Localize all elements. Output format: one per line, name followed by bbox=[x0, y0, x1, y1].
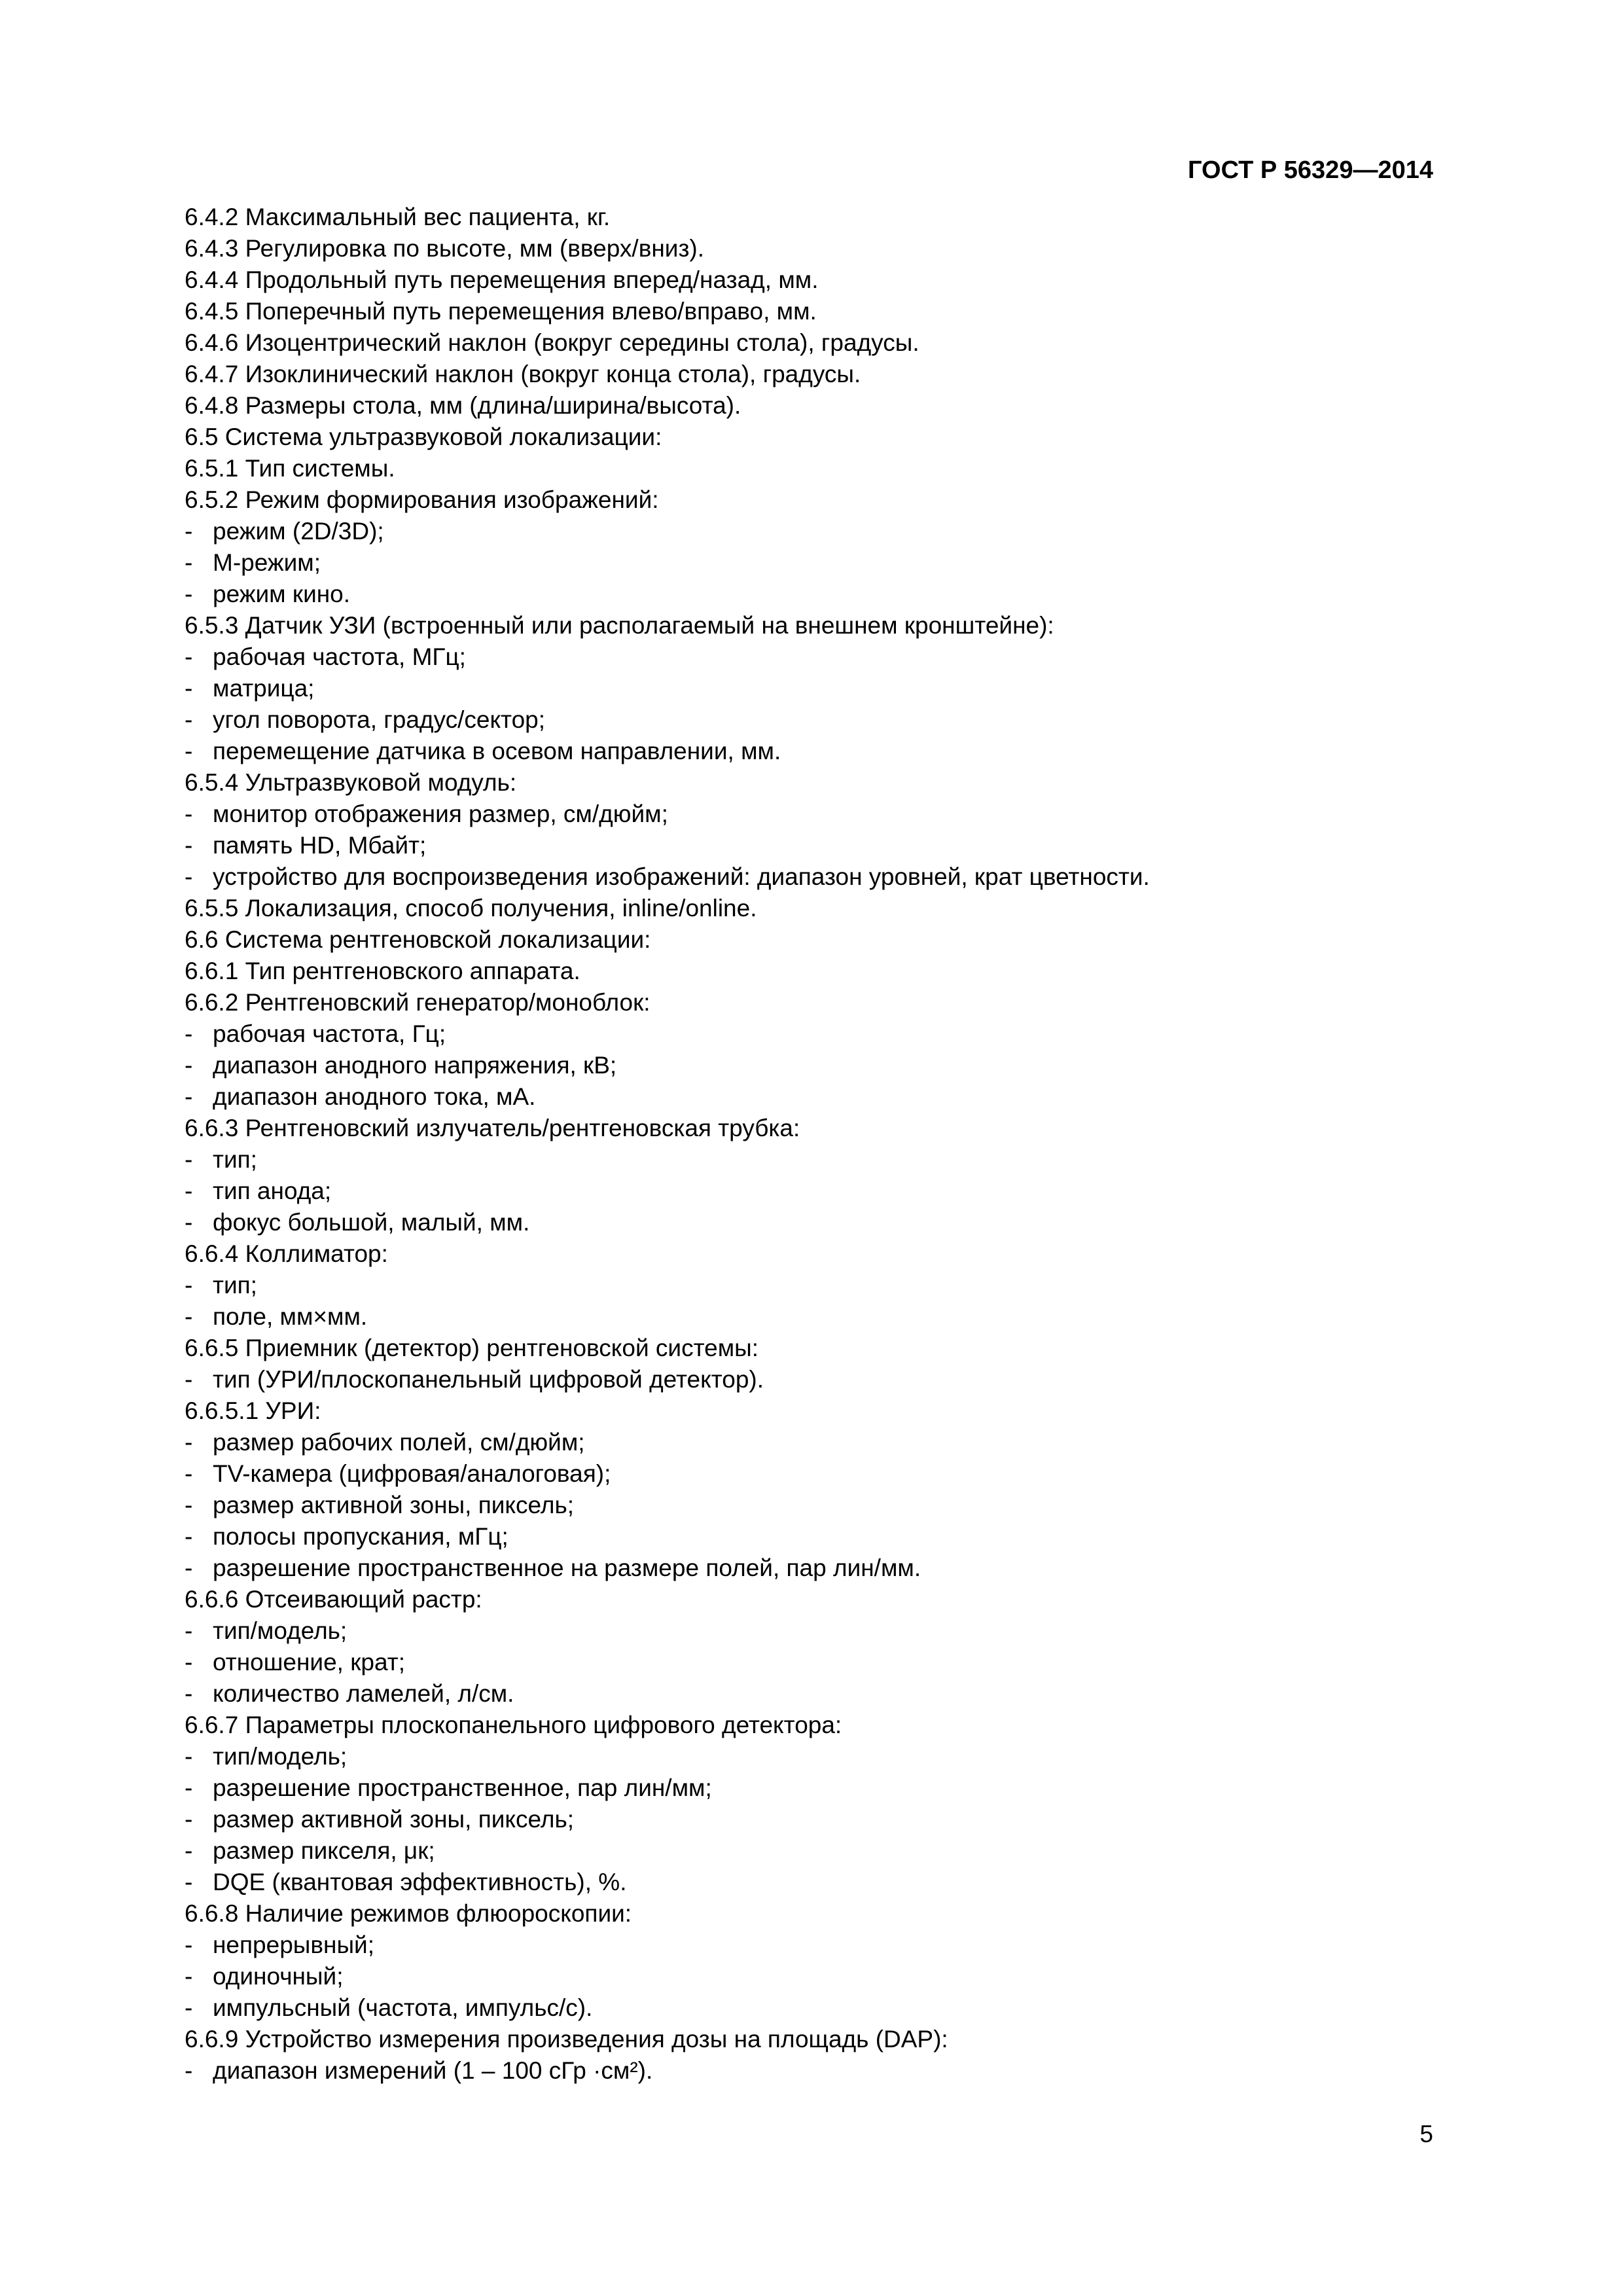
line-text: монитор отображения размер, см/дюйм; bbox=[213, 800, 668, 827]
line-text: размер активной зоны, пиксель; bbox=[213, 1806, 575, 1833]
bullet-dash: - bbox=[185, 1774, 193, 1801]
line-text: фокус большой, малый, мм. bbox=[213, 1209, 530, 1236]
line-text: тип анода; bbox=[213, 1177, 332, 1204]
list-item bbox=[185, 1018, 1428, 1050]
line-text: 6.4.5 Поперечный путь перемещения влево/вправо, мм. bbox=[185, 298, 817, 325]
line-text: количество ламелей, л/см. bbox=[213, 1680, 514, 1707]
list-item bbox=[185, 1804, 1428, 1835]
list-item bbox=[185, 1961, 1428, 1992]
line-text: непрерывный; bbox=[213, 1931, 375, 1958]
line-text: тип (УРИ/плоскопанельный цифровой детектор). bbox=[213, 1366, 764, 1393]
bullet-dash: - bbox=[185, 1429, 193, 1456]
line-text: память HD, Мбайт; bbox=[213, 832, 427, 859]
line-text: полосы пропускания, мГц; bbox=[213, 1523, 508, 1550]
list-item bbox=[185, 1458, 1428, 1490]
bullet-dash: - bbox=[185, 1052, 193, 1079]
bullet-dash: - bbox=[185, 549, 193, 576]
line-text: размер пикселя, μк; bbox=[213, 1837, 435, 1864]
line-text: 6.4.4 Продольный путь перемещения вперед/назад, мм. bbox=[185, 266, 819, 293]
list-item bbox=[185, 1867, 1428, 1898]
line-text: 6.6.4 Коллиматор: bbox=[185, 1240, 388, 1267]
bullet-dash: - bbox=[185, 706, 193, 733]
list-item bbox=[185, 516, 1428, 547]
bullet-dash: - bbox=[185, 2057, 193, 2084]
bullet-dash: - bbox=[185, 518, 193, 545]
list-item bbox=[185, 798, 1428, 830]
clause-line bbox=[185, 296, 1428, 327]
clause-line bbox=[185, 610, 1428, 641]
bullet-dash: - bbox=[185, 1272, 193, 1299]
line-text: отношение, крат; bbox=[213, 1649, 405, 1676]
line-text: 6.6.6 Отсеивающий растр: bbox=[185, 1586, 482, 1613]
list-item bbox=[185, 2055, 1428, 2087]
list-item bbox=[185, 736, 1428, 767]
line-text: 6.6.3 Рентгеновский излучатель/рентгеновская трубка: bbox=[185, 1115, 800, 1141]
bullet-dash: - bbox=[185, 1994, 193, 2021]
line-text: размер активной зоны, пиксель; bbox=[213, 1492, 575, 1518]
line-text: 6.5.5 Локализация, способ получения, inline/online. bbox=[185, 895, 757, 922]
bullet-dash: - bbox=[185, 1931, 193, 1958]
bullet-dash: - bbox=[185, 1209, 193, 1236]
line-text: 6.5.3 Датчик УЗИ (встроенный или располагаемый на внешнем кронштейне): bbox=[185, 612, 1054, 639]
line-text: перемещение датчика в осевом направлении, мм. bbox=[213, 738, 781, 764]
bullet-dash: - bbox=[185, 1806, 193, 1833]
list-item bbox=[185, 1427, 1428, 1458]
line-text: рабочая частота, Гц; bbox=[213, 1020, 446, 1047]
list-item bbox=[185, 1144, 1428, 1175]
bullet-dash: - bbox=[185, 1837, 193, 1864]
line-text: тип; bbox=[213, 1272, 257, 1299]
clause-line bbox=[185, 1238, 1428, 1270]
line-text: размер рабочих полей, см/дюйм; bbox=[213, 1429, 585, 1456]
page-number: 5 bbox=[1419, 2121, 1433, 2147]
bullet-dash: - bbox=[185, 1177, 193, 1204]
line-text: 6.6.8 Наличие режимов флюороскопии: bbox=[185, 1900, 632, 1927]
list-item bbox=[185, 1301, 1428, 1333]
bullet-dash: - bbox=[185, 1743, 193, 1770]
clause-line bbox=[185, 264, 1428, 296]
bullet-dash: - bbox=[185, 1492, 193, 1518]
bullet-dash: - bbox=[185, 643, 193, 670]
clause-line bbox=[185, 359, 1428, 390]
clause-line bbox=[185, 422, 1428, 453]
clause-line bbox=[185, 233, 1428, 264]
list-item bbox=[185, 1615, 1428, 1647]
line-text: диапазон анодного напряжения, кВ; bbox=[213, 1052, 617, 1079]
list-item bbox=[185, 673, 1428, 704]
bullet-dash: - bbox=[185, 675, 193, 702]
clause-line bbox=[185, 1395, 1428, 1427]
bullet-dash: - bbox=[185, 738, 193, 764]
line-text: разрешение пространственное на размере полей, пар лин/мм. bbox=[213, 1554, 921, 1581]
line-text: одиночный; bbox=[213, 1963, 344, 1990]
clause-line bbox=[185, 956, 1428, 987]
clause-line bbox=[185, 484, 1428, 516]
line-text: 6.5.1 Тип системы. bbox=[185, 455, 395, 482]
list-item bbox=[185, 1364, 1428, 1395]
bullet-dash: - bbox=[185, 1680, 193, 1707]
list-item bbox=[185, 830, 1428, 861]
list-item bbox=[185, 1835, 1428, 1867]
line-text: матрица; bbox=[213, 675, 315, 702]
line-text: 6.4.8 Размеры стола, мм (длина/ширина/высота). bbox=[185, 392, 741, 419]
line-text: 6.5.4 Ультразвуковой модуль: bbox=[185, 769, 517, 796]
line-text: разрешение пространственное, пар лин/мм; bbox=[213, 1774, 712, 1801]
clause-line bbox=[185, 767, 1428, 798]
bullet-dash: - bbox=[185, 1869, 193, 1895]
list-item bbox=[185, 1175, 1428, 1207]
bullet-dash: - bbox=[185, 1554, 193, 1581]
list-item bbox=[185, 1050, 1428, 1081]
line-text: TV-камера (цифровая/аналоговая); bbox=[213, 1460, 611, 1487]
bullet-dash: - bbox=[185, 863, 193, 890]
bullet-dash: - bbox=[185, 581, 193, 607]
bullet-dash: - bbox=[185, 1020, 193, 1047]
list-item bbox=[185, 547, 1428, 579]
clause-line bbox=[185, 2024, 1428, 2055]
line-text: угол поворота, градус/сектор; bbox=[213, 706, 546, 733]
list-item bbox=[185, 1552, 1428, 1584]
line-text: 6.6 Система рентгеновской локализации: bbox=[185, 926, 651, 953]
clause-line bbox=[185, 390, 1428, 422]
list-item bbox=[185, 861, 1428, 893]
bullet-dash: - bbox=[185, 1523, 193, 1550]
line-text: 6.6.9 Устройство измерения произведения дозы на площадь (DAP): bbox=[185, 2026, 948, 2053]
bullet-dash: - bbox=[185, 1146, 193, 1173]
line-text: импульсный (частота, импульс/с). bbox=[213, 1994, 593, 2021]
list-item bbox=[185, 1929, 1428, 1961]
list-item bbox=[185, 1992, 1428, 2024]
document-header: ГОСТ Р 56329—2014 bbox=[1188, 156, 1433, 184]
line-text: 6.6.5.1 УРИ: bbox=[185, 1397, 321, 1424]
list-item bbox=[185, 1270, 1428, 1301]
line-text: 6.5 Система ультразвуковой локализации: bbox=[185, 423, 662, 450]
line-text: 6.6.2 Рентгеновский генератор/моноблок: bbox=[185, 989, 651, 1016]
line-text: 6.4.3 Регулировка по высоте, мм (вверх/вниз). bbox=[185, 235, 705, 262]
list-item bbox=[185, 1490, 1428, 1521]
line-text: тип; bbox=[213, 1146, 257, 1173]
clause-line bbox=[185, 1113, 1428, 1144]
clause-line bbox=[185, 202, 1428, 233]
clause-line bbox=[185, 987, 1428, 1018]
clause-line bbox=[185, 1898, 1428, 1929]
list-item bbox=[185, 1741, 1428, 1772]
bullet-dash: - bbox=[185, 1649, 193, 1676]
list-item bbox=[185, 1081, 1428, 1113]
bullet-dash: - bbox=[185, 1366, 193, 1393]
line-text: тип/модель; bbox=[213, 1743, 348, 1770]
list-item bbox=[185, 641, 1428, 673]
line-text: режим кино. bbox=[213, 581, 351, 607]
list-item bbox=[185, 1678, 1428, 1710]
line-text: устройство для воспроизведения изображений: диапазон уровней, крат цветности. bbox=[213, 863, 1150, 890]
bullet-dash: - bbox=[185, 1617, 193, 1644]
bullet-dash: - bbox=[185, 1083, 193, 1110]
line-text: диапазон анодного тока, мА. bbox=[213, 1083, 536, 1110]
line-text: 6.4.2 Максимальный вес пациента, кг. bbox=[185, 204, 611, 230]
document-body bbox=[185, 202, 1428, 2087]
line-text: рабочая частота, МГц; bbox=[213, 643, 466, 670]
line-text: диапазон измерений (1 – 100 сГр ·см²). bbox=[213, 2057, 653, 2084]
list-item bbox=[185, 1647, 1428, 1678]
clause-line bbox=[185, 1710, 1428, 1741]
line-text: 6.6.7 Параметры плоскопанельного цифрового детектора: bbox=[185, 1712, 842, 1738]
bullet-dash: - bbox=[185, 1460, 193, 1487]
list-item bbox=[185, 1207, 1428, 1238]
line-text: 6.6.1 Тип рентгеновского аппарата. bbox=[185, 958, 580, 984]
list-item bbox=[185, 579, 1428, 610]
list-item bbox=[185, 1521, 1428, 1552]
line-text: поле, мм×мм. bbox=[213, 1303, 368, 1330]
line-text: DQE (квантовая эффективность), %. bbox=[213, 1869, 627, 1895]
clause-line bbox=[185, 1584, 1428, 1615]
line-text: 6.4.7 Изоклинический наклон (вокруг конца стола), градусы. bbox=[185, 361, 861, 387]
line-text: 6.5.2 Режим формирования изображений: bbox=[185, 486, 659, 513]
line-text: 6.6.5 Приемник (детектор) рентгеновской системы: bbox=[185, 1335, 759, 1361]
clause-line bbox=[185, 924, 1428, 956]
line-text: 6.4.6 Изоцентрический наклон (вокруг середины стола), градусы. bbox=[185, 329, 919, 356]
line-text: тип/модель; bbox=[213, 1617, 348, 1644]
list-item bbox=[185, 1772, 1428, 1804]
clause-line bbox=[185, 453, 1428, 484]
bullet-dash: - bbox=[185, 800, 193, 827]
clause-line bbox=[185, 327, 1428, 359]
clause-line bbox=[185, 893, 1428, 924]
clause-line bbox=[185, 1333, 1428, 1364]
bullet-dash: - bbox=[185, 1303, 193, 1330]
list-item bbox=[185, 704, 1428, 736]
bullet-dash: - bbox=[185, 1963, 193, 1990]
bullet-dash: - bbox=[185, 832, 193, 859]
line-text: М-режим; bbox=[213, 549, 321, 576]
line-text: режим (2D/3D); bbox=[213, 518, 384, 545]
